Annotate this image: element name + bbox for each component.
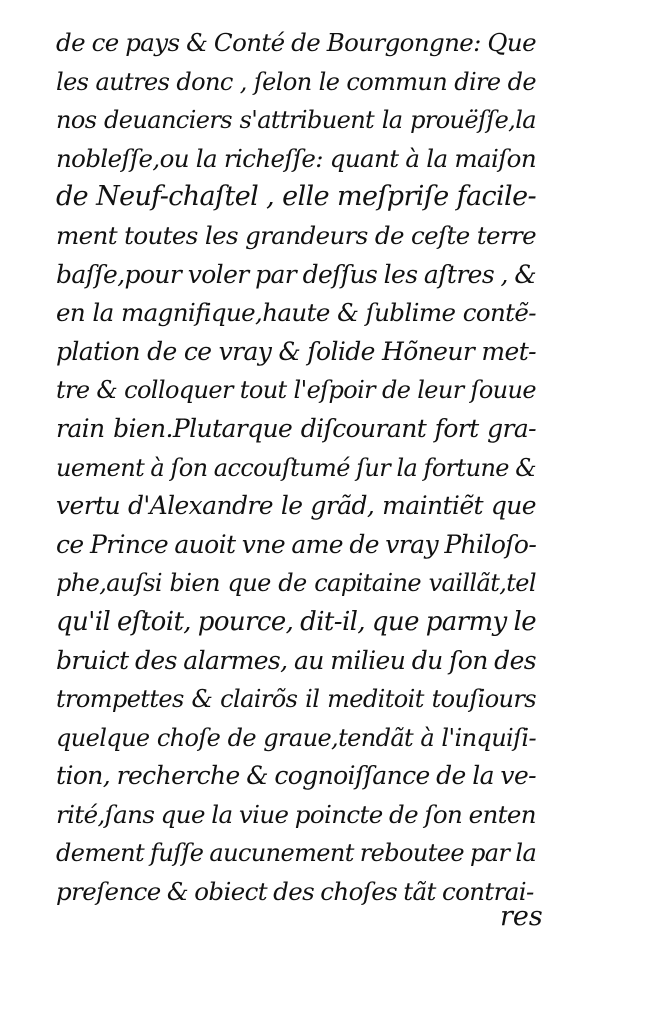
text-line: bruict des alarmes, au milieu du ſon des [56,645,536,675]
text-line: dement fuſſe aucunement reboutee par la [56,839,537,868]
text-line: preſence & obiect des choſes tãt contrai- [56,877,534,907]
text-line: tion, recherche & cognoiſſance de la ve- [56,761,536,791]
text-line: baſſe,pour voler par deſſus les aſtres , & [56,259,536,289]
text-line: rité,ſans que la viue poincte de ſon enten [56,799,536,829]
text-line: nos deuanciers s'attribuent la prouëſſe,la [56,106,536,135]
text-line: phe,auſsi bien que de capitaine vaillãt,tel [56,569,536,598]
catchword: res [500,901,543,932]
text-line: plation de ce vray & ſolide Hõneur met- [56,336,536,366]
text-line: uement à ſon accouſtumé ſur la fortune & [56,453,536,482]
text-line: tre & colloquer tout l'eſpoir de leur ſouue [56,376,536,405]
text-line: nobleſſe,ou la richeſſe: quant à la maiſon [56,143,536,173]
text-line: en la magnifique,haute & ſublime contẽ- [56,298,536,328]
text-line: rain bien.Plutarque diſcourant fort gra- [56,413,536,443]
text-line: qu'il eſtoit, pource, dit-il, que parmy le [56,606,536,637]
text-line: ment toutes les grandeurs de ceſte terre [56,220,536,250]
text-line: les autres donc , ſelon le commun dire de [56,67,536,96]
text-line: vertu d'Alexandre le grãd, maintiẽt que [56,491,536,521]
text-block [56,24,536,912]
text-line: trompettes & clairõs il meditoit touſiours [56,685,536,714]
text-line: quelque choſe de graue,tendãt à l'inquiſi- [56,723,536,752]
text-line: ce Prince auoit vne ame de vray Philoſo- [56,529,537,559]
text-line: de ce pays & Conté de Bourgongne: Que [56,28,536,57]
text-line: de Neuf-chaſtel , elle meſpriſe facile- [56,181,536,213]
